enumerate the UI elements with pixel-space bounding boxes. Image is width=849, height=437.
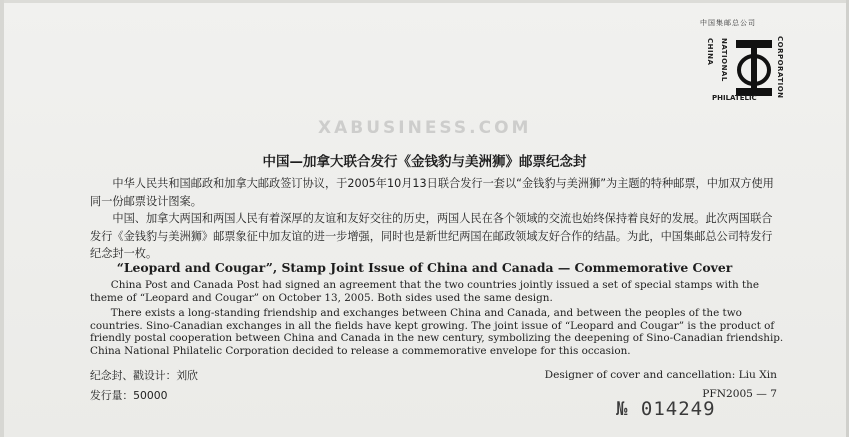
title-chinese: 中国—加拿大联合发行《金钱豹与美洲狮》邮票纪念封 (262, 154, 587, 170)
issue-quantity-cn: 发行量：50000 (90, 389, 168, 402)
logo-emblem-icon (734, 38, 774, 98)
issue-code: PFN2005 — 7 (702, 388, 777, 400)
logo-text-philatelic: PHILATELIC (712, 94, 757, 102)
designer-cn: 纪念封、戳设计：刘欣 (90, 369, 198, 382)
serial-number: № 014249 (616, 398, 716, 420)
paragraph-english-2: There exists a long-standing friendship and exchanges between China and Canada, and between the peoples of the two countries. Sino-Canadian exchanges in all the fields have kept growing. The joint issue of “Leopard and Cougar” is the product of friendly postal cooperation between China and Canada in the new century, symbolizing the deepening of Sino-Canadian friendship. China National Philatelic Corporation decided to release a commemorative envelope for this occasion. (90, 307, 784, 357)
paragraph-chinese-1: 中华人民共和国邮政和加拿大邮政签订协议，于2005年10月13日联合发行一套以“金钱豹与美洲狮”为主题的特种邮票，中加双方使用同一份邮票设计图案。 (90, 177, 774, 208)
logo-text-china: CHINA (706, 38, 714, 66)
logo-text-national: NATIONAL (720, 38, 728, 82)
logo-company-cn: 中国集邮总公司 (700, 19, 756, 27)
envelope-top-edge (0, 0, 849, 3)
designer-en: Designer of cover and cancellation: Liu Xin (544, 369, 777, 381)
logo-text-corporation: CORPORATION (776, 36, 784, 99)
envelope-left-edge (0, 0, 4, 437)
philatelic-logo (698, 18, 808, 108)
title-english: “Leopard and Cougar”, Stamp Joint Issue of China and Canada — Commemorative Cover (116, 260, 733, 275)
paragraph-chinese-2: 中国、加拿大两国和两国人民有着深厚的友谊和友好交往的历史，两国人民在各个领域的交流也始终保持着良好的发展。此次两国联合发行《金钱豹与美洲狮》邮票象征中加友谊的进一步增强，同时也是新世纪两国在邮政领域友好合作的结晶。为此，中国集邮总公司特发行纪念封一枚。 (90, 212, 773, 260)
paragraph-english-1: China Post and Canada Post had signed an agreement that the two countries jointly issued a set of special stamps with the theme of “Leopard and Cougar” on October 13, 2005. Both sides used the same design. (90, 279, 760, 304)
watermark: XABUSINESS.COM (318, 118, 532, 138)
